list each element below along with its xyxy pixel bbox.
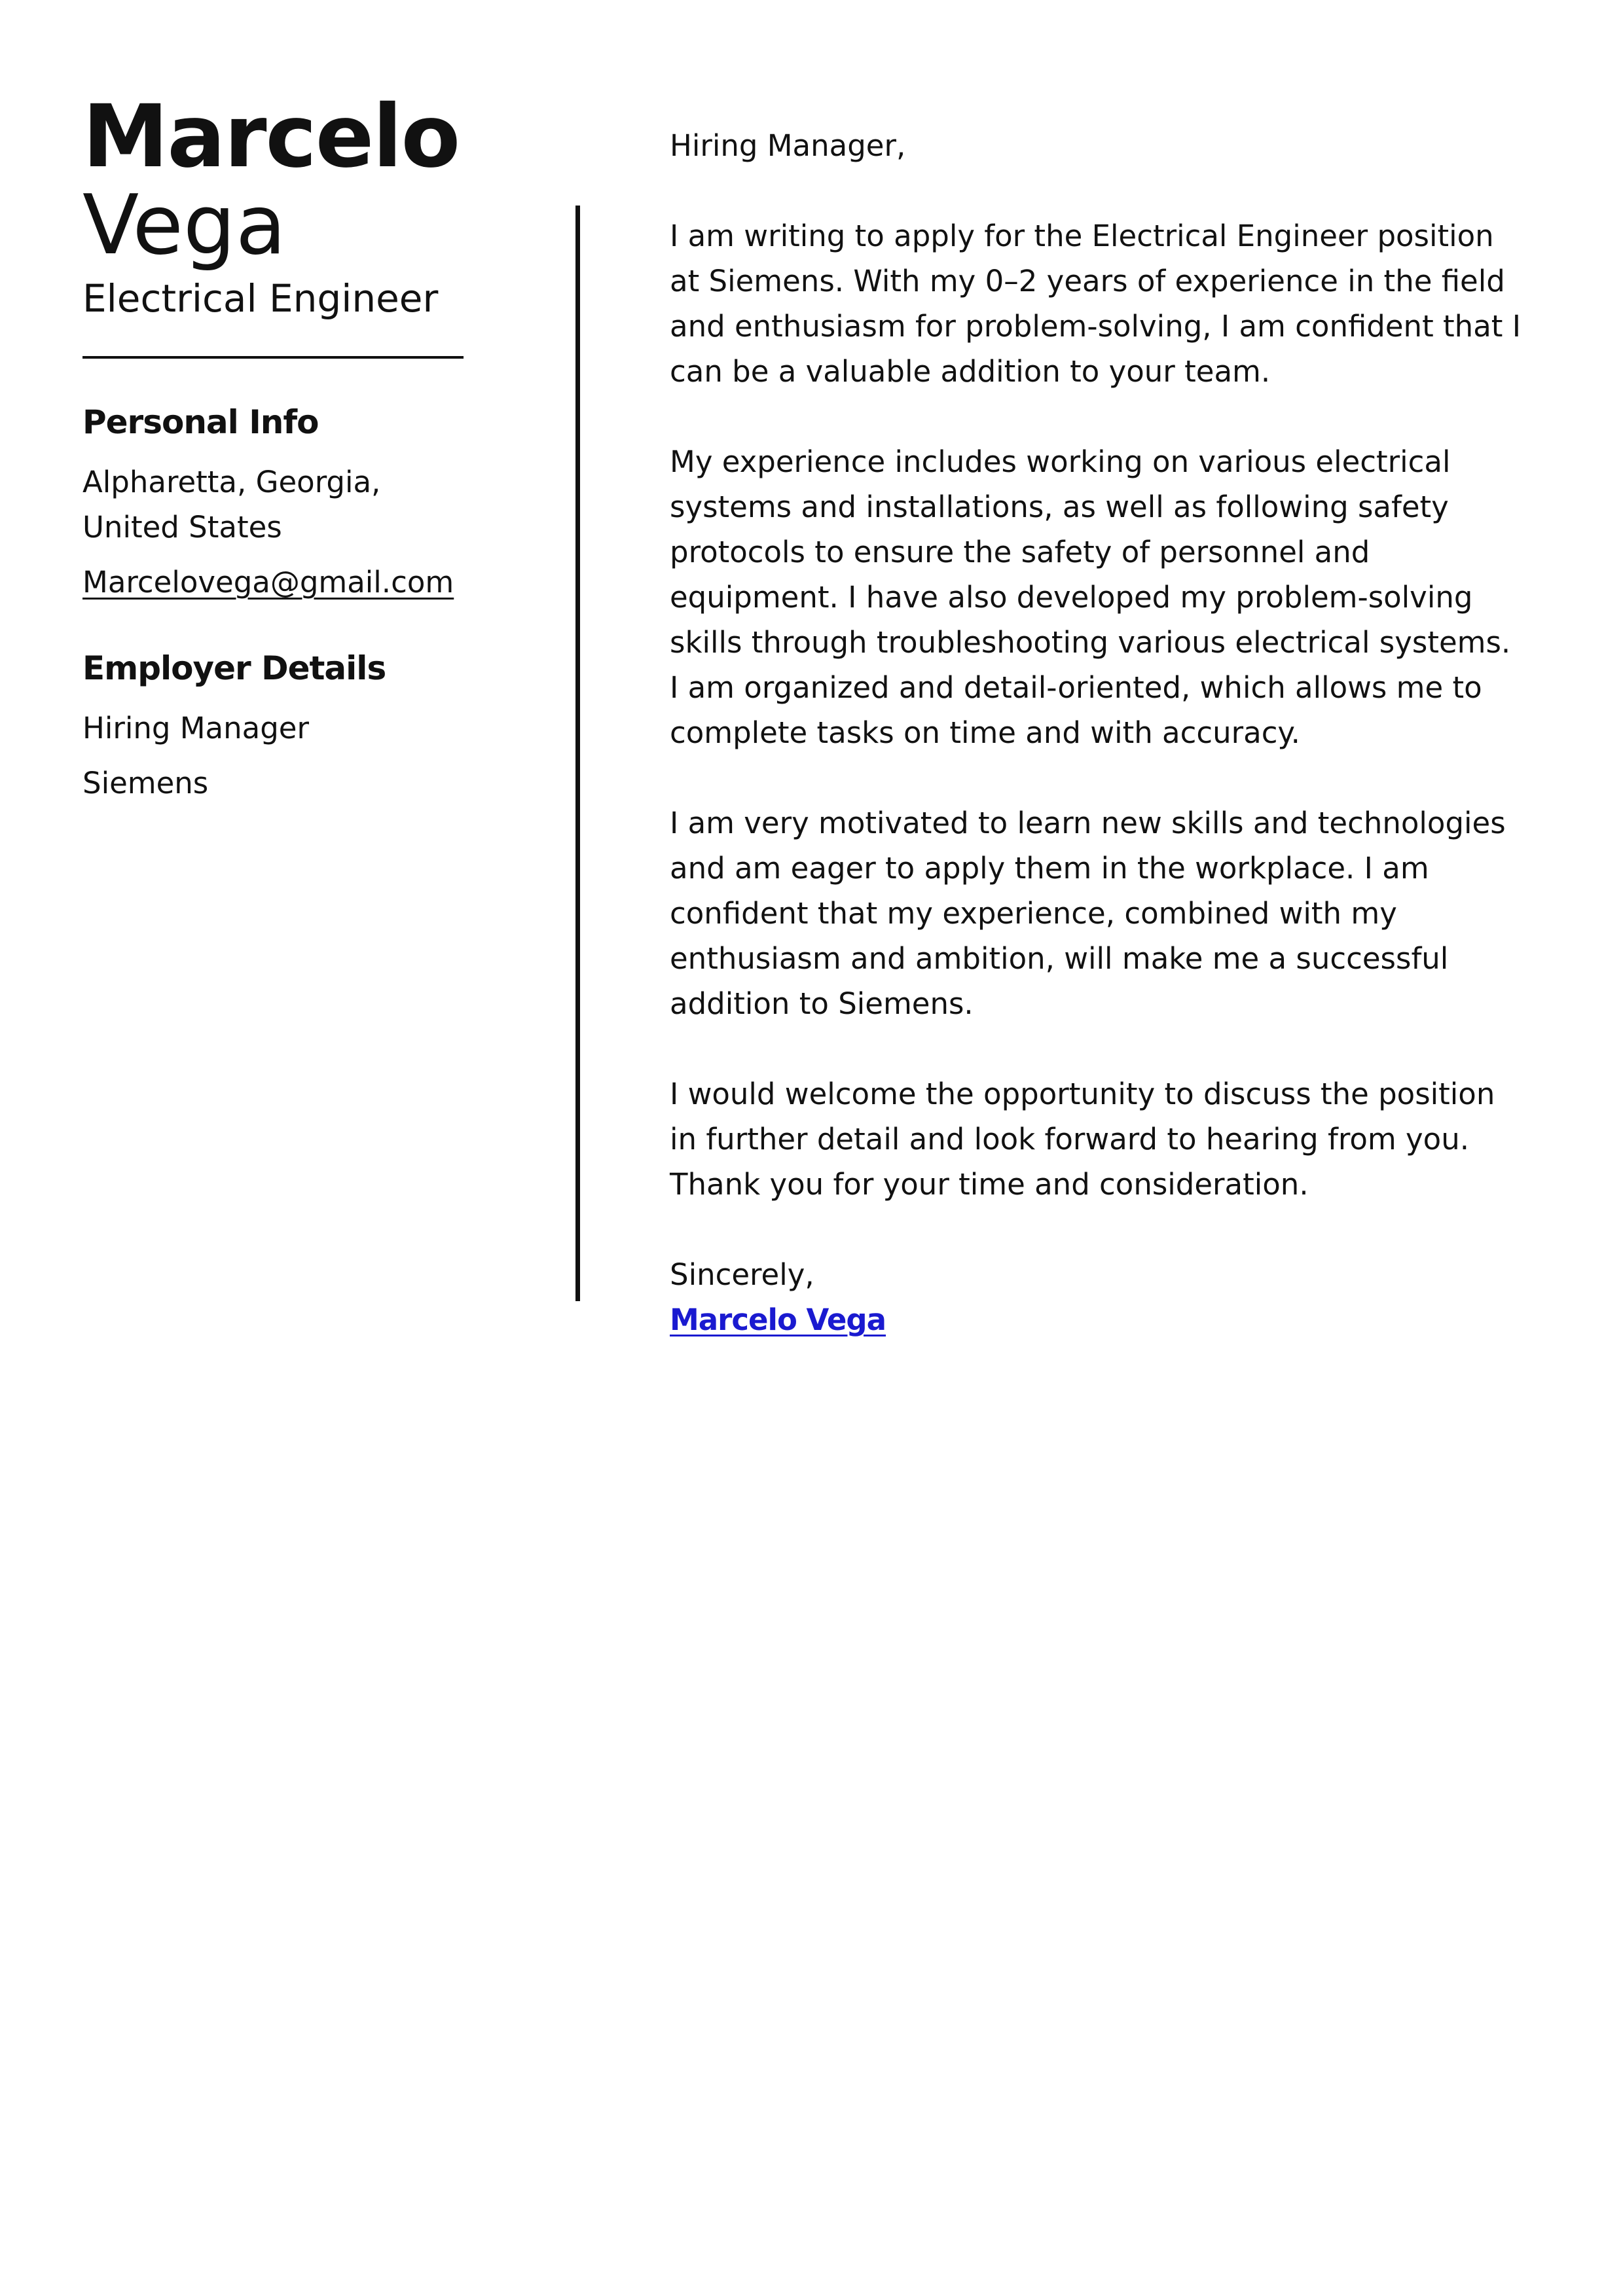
letter-paragraph: I would welcome the opportunity to discuss the position in further detail and look forward to hearing from you. Thank you for your time and consideration. xyxy=(670,1077,1495,1202)
closing: Sincerely, xyxy=(670,1257,814,1292)
sidebar xyxy=(82,86,482,806)
personal-info-heading: Personal Info xyxy=(82,403,319,441)
personal-info-section xyxy=(82,399,482,605)
sidebar-divider xyxy=(82,356,464,359)
employer-contact: Hiring Manager xyxy=(82,711,309,745)
last-name: Vega xyxy=(82,177,287,273)
job-title: Electrical Engineer xyxy=(82,276,439,321)
vertical-divider xyxy=(575,206,580,1301)
employer-details-heading: Employer Details xyxy=(82,649,386,687)
letter-paragraph: My experience includes working on various electrical systems and installations, as well as following safety protocols to ensure the safety of personnel and equipment. I have also developed my problem-solving skills through troubleshooting various electrical systems. I am organized and detail-oriented, which allows me to complete tasks on time and with accuracy. xyxy=(670,444,1511,750)
email-link[interactable]: Marcelovega@gmail.com xyxy=(82,565,454,600)
signature-link[interactable]: Marcelo Vega xyxy=(670,1302,886,1337)
letter-paragraph: I am writing to apply for the Electrical Engineer position at Siemens. With my 0–2 years of experience in the field and enthusiasm for problem-solving, I am confident that I can be a valuable addition to your team. xyxy=(670,219,1521,389)
employer-details-section xyxy=(82,645,482,806)
letter-paragraph: I am very motivated to learn new skills and technologies and am eager to apply them in the workplace. I am confident that my experience, combined with my enthusiasm and ambition, will make me a successful addition to Siemens. xyxy=(670,806,1506,1021)
salutation: Hiring Manager, xyxy=(670,128,906,163)
employer-company: Siemens xyxy=(82,766,209,800)
location-text: Alpharetta, Georgia, United States xyxy=(82,465,381,545)
letter-body xyxy=(670,123,1521,1342)
first-name: Marcelo xyxy=(82,86,460,187)
